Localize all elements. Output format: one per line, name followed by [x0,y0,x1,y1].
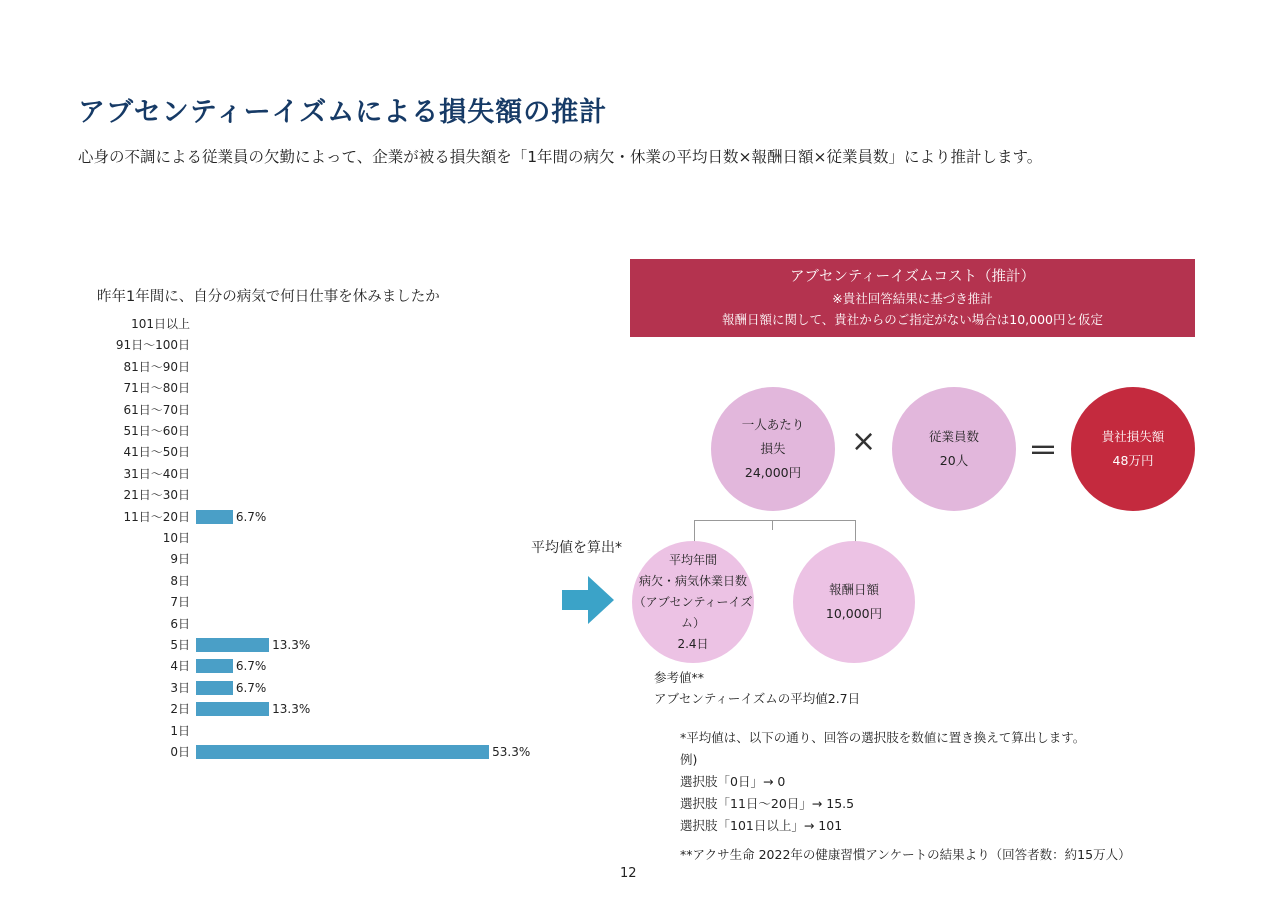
category-label: 31日～40日 [123,466,190,481]
connector-line [772,520,773,530]
reference-label: 参考値** [654,670,705,685]
category-label: 41日～50日 [123,445,190,460]
per-person-loss-circle [711,387,835,511]
employees-circle [892,387,1016,511]
bar [196,638,269,652]
note-line-2: 例) [680,752,698,767]
multiply-sign: × [851,424,877,459]
page-number: 12 [620,866,637,881]
cost-note-2: 報酬日額に関して、貴社からのご指定がない場合は10,000円と仮定 [722,312,1103,327]
category-label: 10日 [162,531,190,545]
avg-days-value: 2.4日 [677,636,709,651]
average-calc-label: 平均値を算出* [531,540,622,556]
total-loss-circle [1071,387,1195,511]
bar-value-label: 6.7% [235,509,267,524]
category-label: 51日～60日 [123,424,190,438]
page-title: アブセンティーイズムによる損失額の推計 [78,97,608,128]
category-label: 4日 [170,659,190,674]
chart-title: 昨年1年間に、自分の病気で何日仕事を休みましたか [97,289,440,305]
bar [196,659,233,673]
avg-days-label-1: 平均年間 [668,552,717,567]
per-person-label-1: 一人あたり [741,417,805,432]
note-line-5: 選択肢「101日以上」→ 101 [680,818,843,833]
equals-sign: ＝ [1028,434,1058,469]
avg-days-label-3: （アブセンティーイズム） [633,594,753,630]
total-loss-value: 48万円 [1112,453,1154,468]
page-subtitle: 心身の不調による従業員の欠勤によって、企業が被る損失額を「1年間の病欠・休業の平均日数×報酬日額×従業員数」により推計します。 [78,148,1043,166]
connector-line [694,520,856,521]
bar-value-label: 6.7% [235,659,267,674]
cost-note-1: ※貴社回答結果に基づき推計 [832,291,993,306]
connector-line [855,520,856,542]
cost-title: アブセンティーイズムコスト（推計） [789,269,1036,285]
bar [196,510,233,524]
avg-days-label-2: 病欠・病気休業日数 [638,573,747,588]
bar-value-label: 6.7% [235,680,267,695]
per-person-label-2: 損失 [760,441,786,456]
reference-value: アブセンティーイズムの平均値2.7日 [654,691,861,706]
employees-value: 20人 [939,453,969,468]
category-label: 101日以上 [131,317,190,331]
bar [196,745,489,759]
total-loss-label: 貴社損失額 [1101,429,1165,444]
bar [196,702,269,716]
category-label: 2日 [170,702,190,717]
daily-pay-circle [793,541,915,663]
category-label: 5日 [170,638,190,652]
category-label: 91日～100日 [115,338,190,353]
category-label: 8日 [170,573,190,588]
note-line-3: 選択肢「0日」→ 0 [680,774,786,789]
bar-value-label: 13.3% [272,702,311,717]
note-line-4: 選択肢「11日～20日」→ 15.5 [680,796,855,811]
category-label: 1日 [170,723,190,738]
category-label: 9日 [170,552,190,567]
source-note: **アクサ生命 2022年の健康習慣アンケートの結果より（回答者数：約15万人） [680,847,1131,862]
category-label: 11日～20日 [123,509,190,524]
employees-label: 従業員数 [928,429,979,444]
arrow-right-icon [562,576,614,624]
bar [196,681,233,695]
per-person-value: 24,000円 [744,465,802,480]
connector-line [694,520,695,542]
daily-pay-label: 報酬日額 [828,582,879,597]
bar-value-label: 13.3% [272,638,311,652]
bar-value-label: 53.3% [492,745,531,759]
bar-chart [0,0,600,800]
category-label: 21日～30日 [123,488,190,503]
category-label: 71日～80日 [123,381,190,396]
category-label: 61日～70日 [123,402,190,417]
category-label: 7日 [170,595,190,610]
category-label: 0日 [170,745,190,759]
cost-header-box [630,259,1195,337]
category-label: 81日～90日 [123,359,190,374]
category-label: 6日 [170,616,190,631]
category-label: 3日 [170,680,190,695]
note-line-1: *平均値は、以下の通り、回答の選択肢を数値に置き換えて算出します。 [680,730,1086,745]
avg-days-circle [632,541,754,663]
daily-pay-value: 10,000円 [825,606,883,621]
